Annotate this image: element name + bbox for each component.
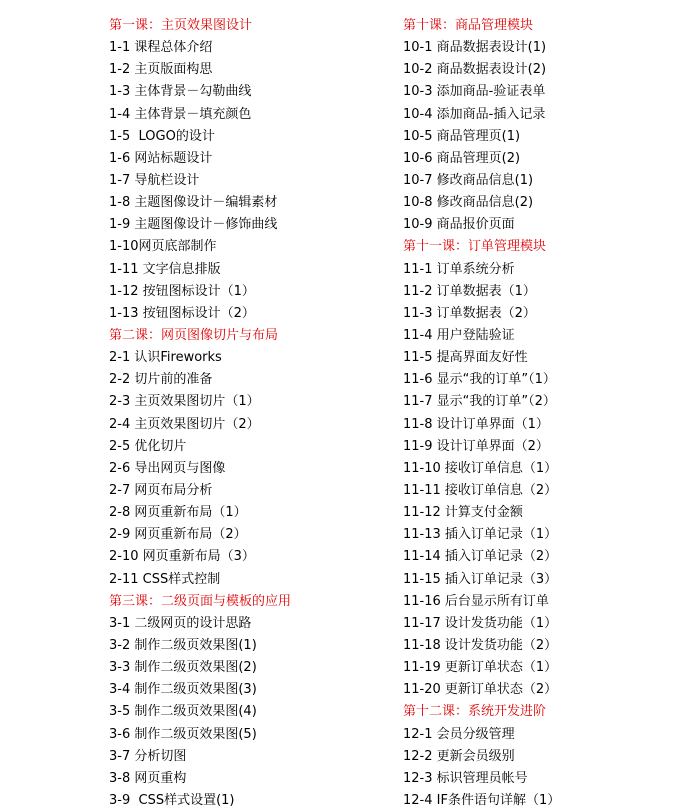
- lesson-item: 2-10 网页重新布局（3）: [109, 549, 255, 565]
- lesson-item: 1-7 导航栏设计: [109, 172, 200, 188]
- lesson-heading: 第三课：二级页面与模板的应用: [109, 593, 292, 609]
- lesson-item: 10-7 修改商品信息(1): [403, 172, 534, 188]
- lesson-item: 2-6 导出网页与图像: [109, 460, 226, 476]
- lesson-item: 11-15 插入订单记录（3）: [403, 571, 558, 587]
- lesson-item: 10-9 商品报价页面: [403, 217, 515, 233]
- lesson-item: 1-9 主题图像设计－修饰曲线: [109, 217, 278, 233]
- lesson-item: 3-3 制作二级页效果图(2): [109, 660, 257, 676]
- lesson-item: 1-12 按钮图标设计（1）: [109, 283, 255, 299]
- lesson-item: 11-1 订单系统分析: [403, 261, 515, 277]
- lesson-item: 11-8 设计订单界面（1）: [403, 416, 549, 432]
- lesson-item: 10-5 商品管理页(1): [403, 128, 521, 144]
- lesson-item: 2-3 主页效果图切片（1）: [109, 394, 260, 410]
- lesson-item: 11-17 设计发货功能（1）: [403, 615, 558, 631]
- lesson-item: 1-4 主体背景－填充颜色: [109, 106, 252, 122]
- lesson-item: 1-13 按钮图标设计（2）: [109, 305, 255, 321]
- lesson-heading: 第十二课：系统开发进阶: [403, 704, 547, 720]
- lesson-item: 10-2 商品数据表设计(2): [403, 62, 547, 78]
- lesson-item: 1-3 主体背景－勾勒曲线: [109, 84, 252, 100]
- lesson-item: 11-16 后台显示所有订单: [403, 593, 549, 609]
- lesson-item: 11-14 插入订单记录（2）: [403, 549, 558, 565]
- lesson-item: 11-2 订单数据表（1）: [403, 283, 536, 299]
- lesson-item: 10-4 添加商品-插入记录: [403, 106, 546, 122]
- lesson-item: 10-1 商品数据表设计(1): [403, 40, 547, 56]
- lesson-item: 3-6 制作二级页效果图(5): [109, 726, 257, 742]
- lesson-item: 11-5 提高界面友好性: [403, 350, 528, 366]
- lesson-item: 11-13 插入订单记录（1）: [403, 527, 558, 543]
- lesson-item: 11-10 接收订单信息（1）: [403, 460, 558, 476]
- lesson-item: 11-12 计算支付金额: [403, 505, 523, 521]
- lesson-item: 3-9 CSS样式设置(1): [109, 792, 235, 808]
- lesson-item: 10-8 修改商品信息(2): [403, 195, 534, 211]
- lesson-item: 1-6 网站标题设计: [109, 150, 213, 166]
- lesson-item: 3-2 制作二级页效果图(1): [109, 637, 257, 653]
- lesson-item: 11-3 订单数据表（2）: [403, 305, 536, 321]
- lesson-heading: 第一课：主页效果图设计: [109, 18, 253, 33]
- lesson-section: [109, 15, 399, 325]
- lesson-item: 1-1 课程总体介绍: [109, 40, 213, 56]
- lesson-item: 11-6 显示“我的订单”（1）: [403, 372, 556, 388]
- lesson-item: 2-7 网页布局分析: [109, 482, 213, 498]
- lesson-section: [403, 701, 693, 812]
- lesson-section: [403, 15, 693, 236]
- lesson-item: 12-2 更新会员级别: [403, 748, 515, 764]
- lesson-section: [109, 325, 399, 591]
- lesson-item: 11-4 用户登陆验证: [403, 327, 515, 343]
- lesson-heading: 第十课：商品管理模块: [403, 18, 534, 33]
- lesson-heading: 第二课：网页图像切片与布局: [109, 327, 279, 343]
- course-column-right: [403, 15, 693, 812]
- lesson-item: 11-11 接收订单信息（2）: [403, 482, 558, 498]
- lesson-item: 2-11 CSS样式控制: [109, 571, 221, 587]
- lesson-item: 1-10网页底部制作: [109, 239, 217, 255]
- lesson-item: 2-2 切片前的准备: [109, 372, 213, 388]
- lesson-item: 10-6 商品管理页(2): [403, 150, 521, 166]
- lesson-item: 2-1 认识Fireworks: [109, 350, 222, 366]
- lesson-item: 1-5 LOGO的设计: [109, 128, 215, 144]
- lesson-item: 2-8 网页重新布局（1）: [109, 505, 247, 521]
- lesson-heading: 第十一课：订单管理模块: [403, 239, 547, 255]
- lesson-item: 2-5 优化切片: [109, 438, 187, 454]
- lesson-item: 11-18 设计发货功能（2）: [403, 637, 558, 653]
- lesson-item: 1-2 主页版面构思: [109, 62, 213, 78]
- lesson-item: 2-4 主页效果图切片（2）: [109, 416, 260, 432]
- lesson-item: 11-19 更新订单状态（1）: [403, 660, 558, 676]
- lesson-item: 12-3 标识管理员帐号: [403, 770, 528, 786]
- lesson-item: 1-11 文字信息排版: [109, 261, 221, 277]
- lesson-item: 3-5 制作二级页效果图(4): [109, 704, 257, 720]
- lesson-item: 1-8 主题图像设计－编辑素材: [109, 195, 278, 211]
- lesson-item: 3-1 二级网页的设计思路: [109, 615, 252, 631]
- course-column-left: [109, 15, 399, 812]
- lesson-item: 2-9 网页重新布局（2）: [109, 527, 247, 543]
- lesson-item: 12-4 IF条件语句详解（1）: [403, 792, 561, 808]
- lesson-section: [109, 591, 399, 812]
- lesson-item: 11-9 设计订单界面（2）: [403, 438, 549, 454]
- lesson-item: 11-7 显示“我的订单”（2）: [403, 394, 556, 410]
- lesson-item: 3-7 分析切图: [109, 748, 187, 764]
- lesson-item: 11-20 更新订单状态（2）: [403, 682, 558, 698]
- lesson-item: 3-4 制作二级页效果图(3): [109, 682, 257, 698]
- lesson-item: 3-8 网页重构: [109, 770, 187, 786]
- lesson-section: [403, 236, 693, 701]
- lesson-item: 12-1 会员分级管理: [403, 726, 515, 742]
- lesson-item: 10-3 添加商品-验证表单: [403, 84, 546, 100]
